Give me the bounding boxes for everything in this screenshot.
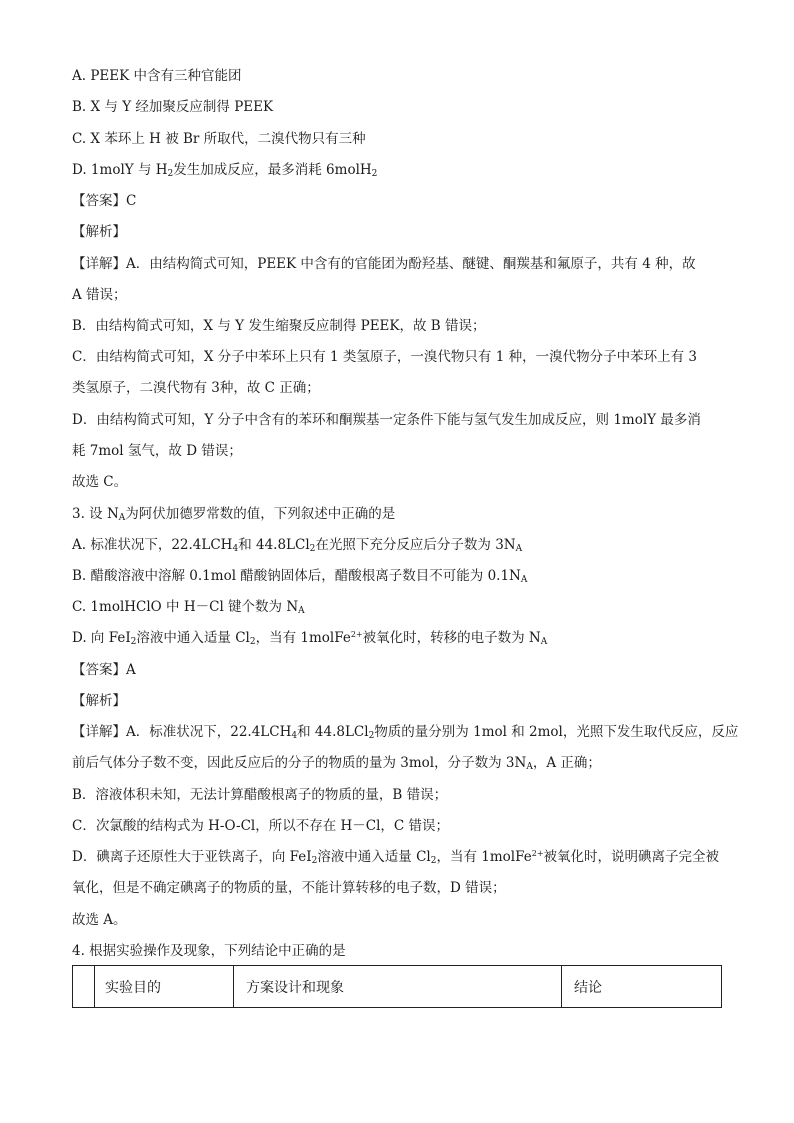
q2-option-d bbox=[72, 161, 377, 179]
text-run: 和 44.8LCl bbox=[297, 724, 369, 740]
q3-detail-line: 氧化，但是不确定碘离子的物质的量，不能计算转移的电子数，D 错误； bbox=[72, 880, 506, 896]
q2-choose: 故选 C。 bbox=[72, 474, 128, 490]
text-run: D. 1molY 与 H bbox=[72, 162, 168, 178]
q3-detail-line bbox=[72, 848, 719, 866]
text-run: 被氧化时，说明碘离子完全被 bbox=[543, 849, 720, 865]
subscript: 2 bbox=[309, 544, 316, 554]
q2-detail-line: 类氢原子，二溴代物有 3种，故 C 正确； bbox=[72, 380, 320, 396]
q3-option-a bbox=[72, 536, 522, 554]
superscript: 2+ bbox=[531, 849, 544, 858]
q2-detail-line: B．由结构简式可知，X 与 Y 发生缩聚反应制得 PEEK，故 B 错误； bbox=[72, 318, 486, 334]
text-run: 【详解】A．标准状况下，22.4LCH bbox=[72, 724, 292, 740]
text-run: D．碘离子还原性大于亚铁离子，向 FeI bbox=[72, 849, 312, 865]
q2-detail-line: 【详解】A．由结构简式可知，PEEK 中含有的官能团为酚羟基、醚键、酮羰基和氟原子，共有 4 种，故 bbox=[72, 256, 696, 272]
q3-detail-line bbox=[72, 723, 738, 741]
subscript: A bbox=[298, 606, 305, 616]
text-run: ，当有 1molFe bbox=[436, 849, 532, 865]
table-header-cell: 方案设计和现象 bbox=[234, 966, 562, 1007]
q3-choose: 故选 A。 bbox=[72, 912, 127, 928]
text-run: 为阿伏加德罗常数的值，下列叙述中正确的是 bbox=[125, 506, 396, 522]
q3-answer: 【答案】A bbox=[72, 662, 136, 678]
q3-detail-line: C．次氯酸的结构式为 H-O-Cl，所以不存在 H－Cl，C 错误； bbox=[72, 818, 450, 834]
subscript: 4 bbox=[291, 731, 298, 741]
q2-option-c: C. X 苯环上 H 被 Br 所取代，二溴代物只有三种 bbox=[72, 131, 366, 147]
subscript: 2 bbox=[167, 169, 174, 179]
subscript: A bbox=[118, 513, 126, 523]
q3-option-b bbox=[72, 567, 527, 585]
subscript: 2 bbox=[311, 856, 318, 866]
q3-detail-line bbox=[72, 754, 601, 772]
q3-stem bbox=[72, 505, 395, 523]
q2-option-a: A. PEEK 中含有三种官能团 bbox=[72, 68, 242, 84]
superscript: 2+ bbox=[350, 630, 363, 639]
q2-detail-line: A 错误； bbox=[72, 287, 127, 303]
q3-detail-line: B．溶液体积未知，无法计算醋酸根离子的物质的量，B 错误； bbox=[72, 787, 448, 803]
q3-analysis-heading: 【解析】 bbox=[72, 693, 126, 709]
q4-table-header bbox=[72, 965, 722, 1008]
q2-detail-line: C．由结构简式可知，X 分子中苯环上只有 1 类氢原子，一溴代物只有 1 种，一溴代物分子中苯环上有 3 bbox=[72, 349, 697, 365]
subscript: 4 bbox=[232, 544, 239, 554]
text-run: C. 1molHClO 中 H－Cl 键个数为 N bbox=[72, 599, 299, 615]
subscript: 2 bbox=[371, 169, 378, 179]
text-run: 被氧化时，转移的电子数为 N bbox=[362, 630, 541, 646]
subscript: A bbox=[540, 637, 548, 647]
q2-option-b: B. X 与 Y 经加聚反应制得 PEEK bbox=[72, 99, 274, 115]
text-run: ，A 正确； bbox=[532, 755, 601, 771]
text-run: 溶液中通入适量 Cl bbox=[136, 630, 250, 646]
text-run: 物质的量分别为 1mol 和 2mol，光照下发生取代反应，反应 bbox=[374, 724, 739, 740]
q4-stem: 4. 根据实验操作及现象，下列结论中正确的是 bbox=[72, 943, 346, 959]
subscript: 2 bbox=[430, 856, 437, 866]
subscript: 2 bbox=[249, 637, 256, 647]
q3-option-d bbox=[72, 629, 547, 647]
subscript: A bbox=[520, 575, 528, 585]
text-run: B. 醋酸溶液中溶解 0.1mol 醋酸钠固体后，醋酸根离子数目不可能为 0.1N bbox=[72, 568, 521, 584]
text-run: A. 标准状况下，22.4LCH bbox=[72, 537, 233, 553]
text-run: D. 向 FeI bbox=[72, 630, 131, 646]
table-header-cell: 结论 bbox=[574, 979, 602, 996]
table-header-cell: 实验目的 bbox=[95, 966, 234, 1007]
subscript: A bbox=[515, 544, 523, 554]
text-run: 3. 设 N bbox=[72, 506, 119, 522]
q3-option-c bbox=[72, 598, 305, 616]
text-run: 溶液中通入适量 Cl bbox=[317, 849, 431, 865]
q2-detail-line: 耗 7mol 氢气，故 D 错误； bbox=[72, 443, 242, 459]
text-run: ，当有 1molFe bbox=[255, 630, 351, 646]
q2-detail-line: D．由结构简式可知，Y 分子中含有的苯环和酮羰基一定条件下能与氢气发生加成反应，则 1molY 最多消 bbox=[72, 412, 701, 428]
q2-answer: 【答案】C bbox=[72, 193, 137, 209]
text-run: 发生加成反应，最多消耗 6molH bbox=[173, 162, 372, 178]
text-run: 在光照下充分反应后分子数为 3N bbox=[315, 537, 516, 553]
text-run: 和 44.8LCl bbox=[238, 537, 310, 553]
subscript: A bbox=[526, 762, 533, 772]
subscript: 2 bbox=[368, 731, 375, 741]
table-header-cell bbox=[73, 966, 95, 1007]
subscript: 2 bbox=[130, 637, 137, 647]
q2-analysis-heading: 【解析】 bbox=[72, 224, 126, 240]
text-run: 前后气体分子数不变，因此反应后的分子的物质的量为 3mol，分子数为 3N bbox=[72, 755, 527, 771]
